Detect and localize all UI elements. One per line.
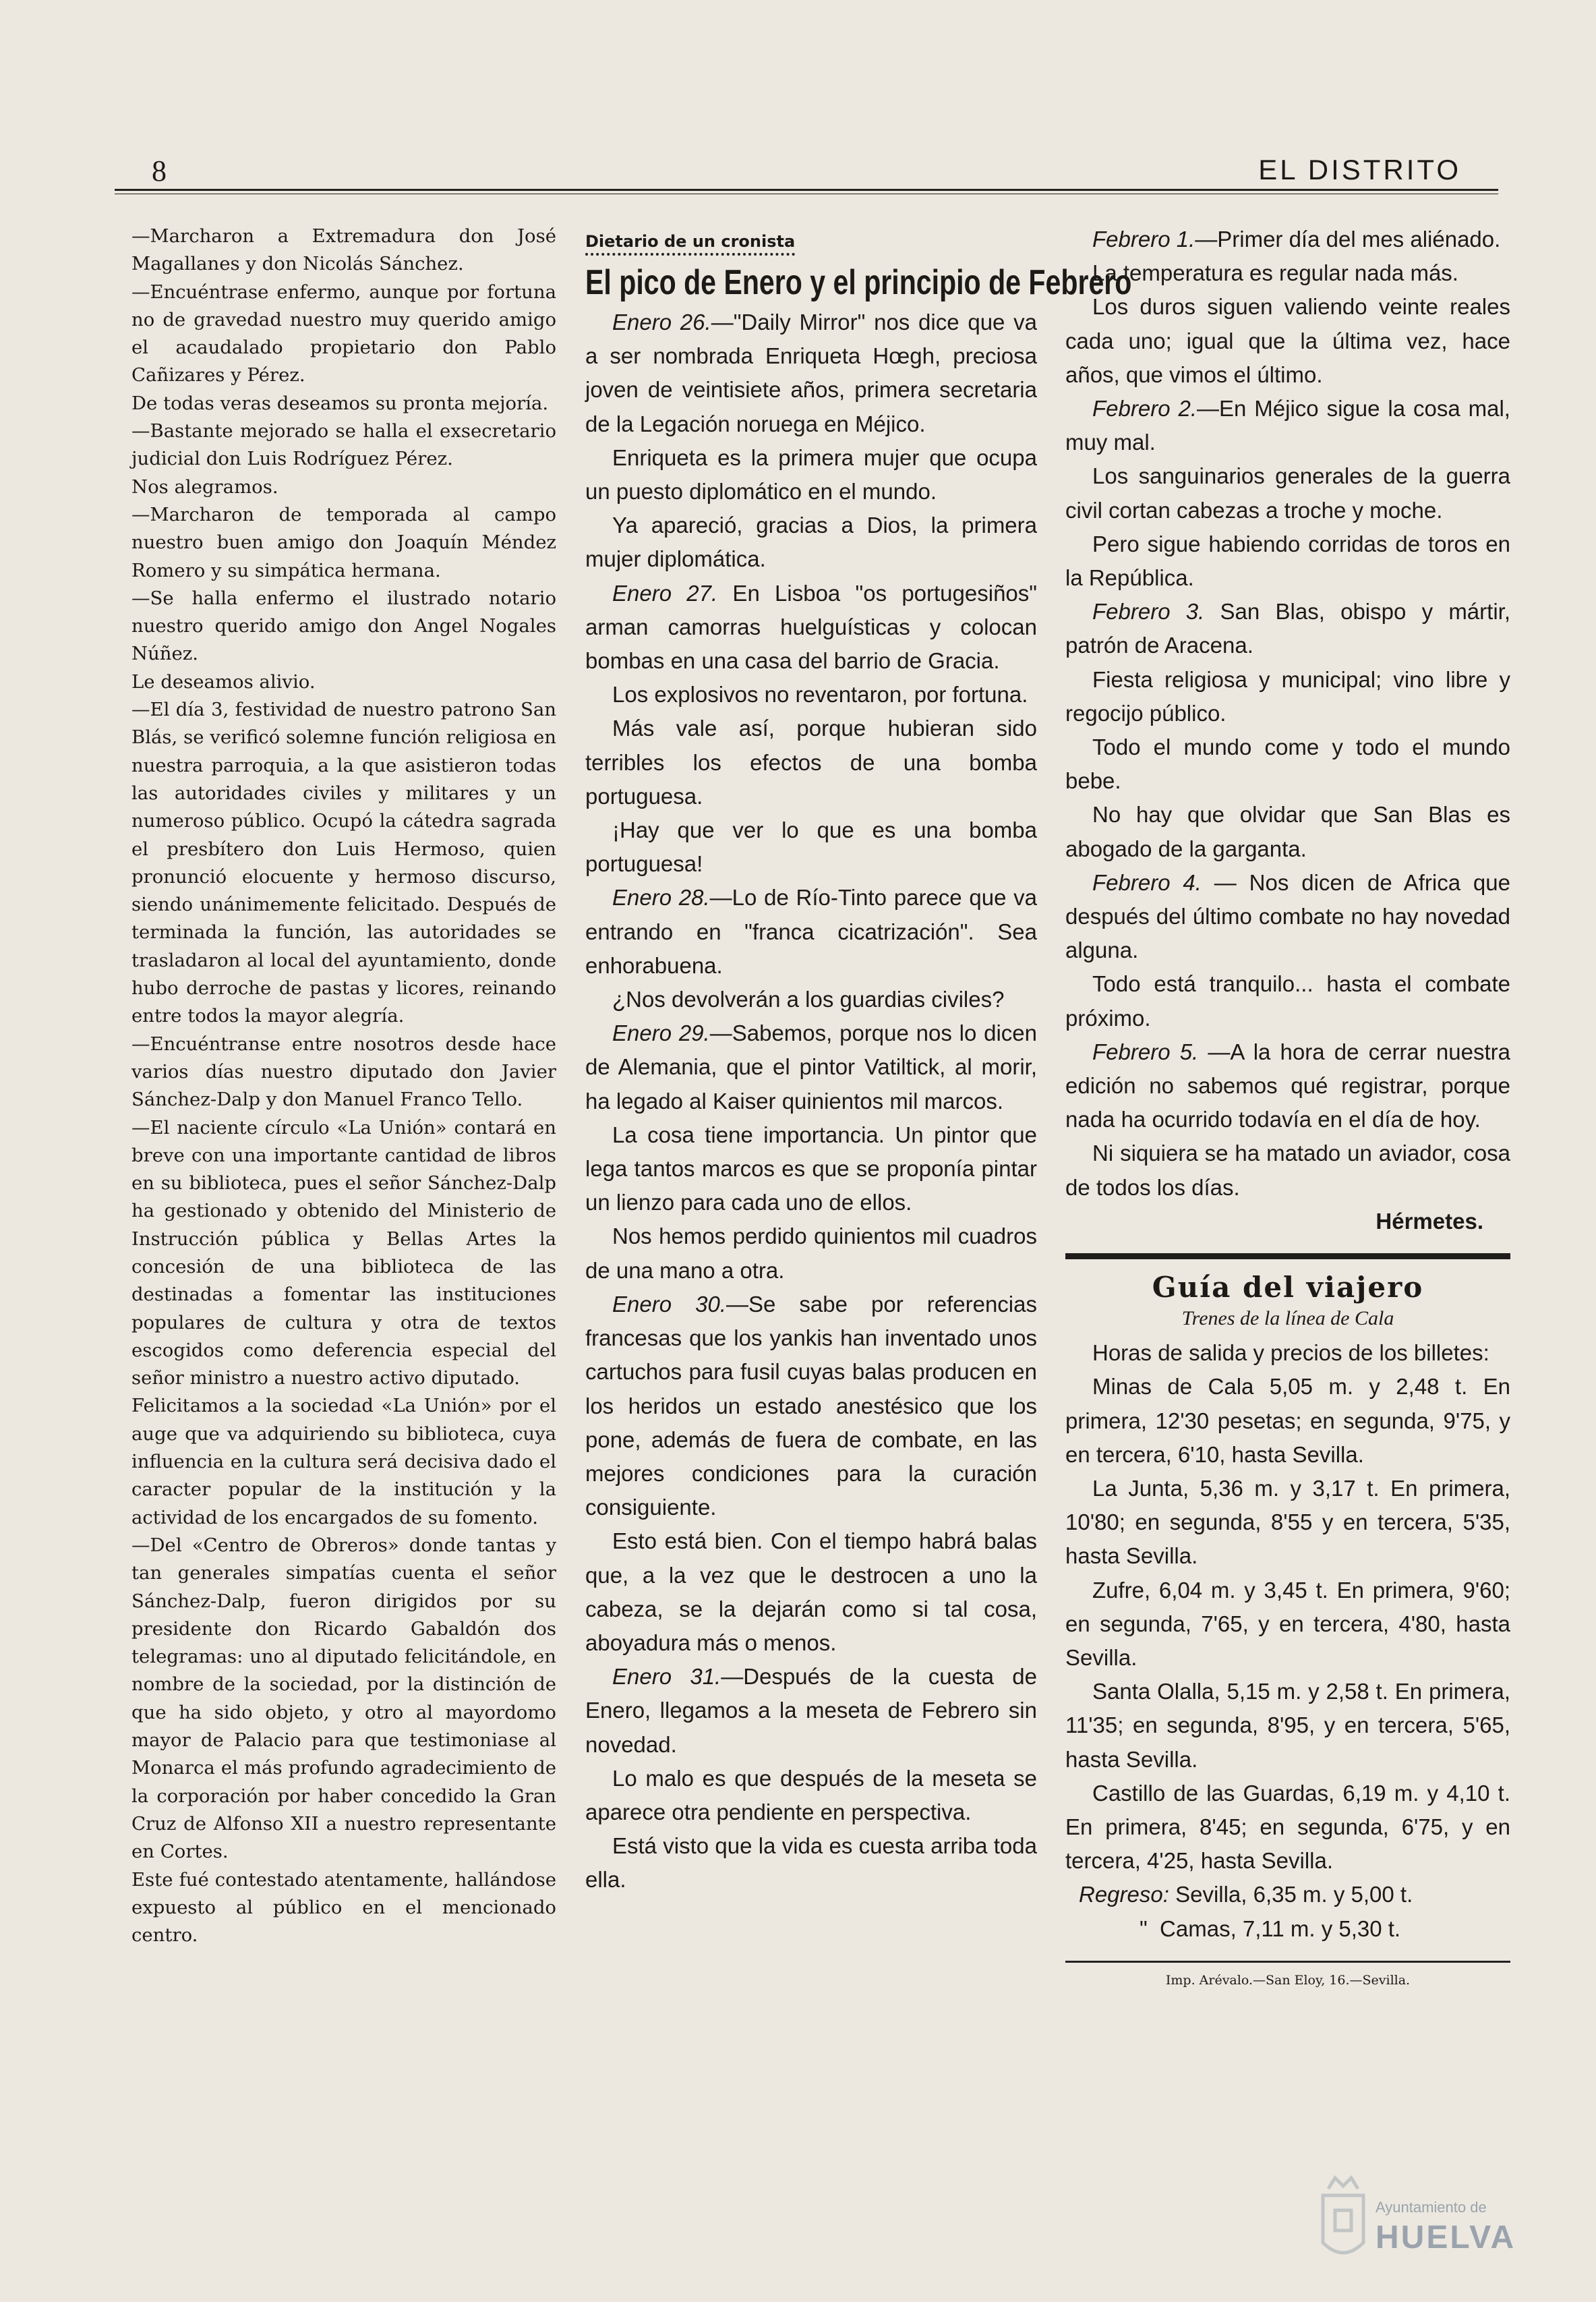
watermark-line-2: HUELVA [1376,2220,1516,2255]
entry-text: No hay que olvidar que San Blas es abogado de la garganta. [1065,802,1510,861]
chronicle-entry [585,1016,1037,1118]
section-divider [1065,1253,1510,1259]
entry-text: —"Daily Mirror" nos dice que va a ser nombrada Enriqueta Hœgh, preciosa joven de veintisiete años, primera secretaria de la Legación noruega en Méjico. [585,310,1037,436]
guide-entry: Minas de Cala 5,05 m. y 2,48 t. En primera, 12'30 pesetas; en segunda, 9'75, y en tercera, 6'10, hasta Sevilla. [1065,1374,1510,1467]
entry-text: ¡Hay que ver lo que es una bomba portuguesa! [585,817,1037,877]
entry-text: —A la hora de cerrar nuestra edición no sabemos qué registrar, porque nada ha ocurrido todavía en el día de hoy. [1065,1039,1510,1132]
chronicle-entry [585,1762,1037,1829]
chronicle-entry [1065,256,1510,290]
header-rule [115,189,1498,194]
headline: El pico de Enero y el principio de Febrero [585,263,1132,302]
entry-text: Esto está bien. Con el tiempo habrá balas que, a la vez que le destrocen a uno la cabeza, se la dejarán como si tal cosa, aboyadura más o menos. [585,1528,1037,1655]
news-item: —Marcharon a Extremadura don José Magallanes y don Nicolás Sánchez. [131,225,556,275]
news-item: —Encuéntranse entre nosotros desde hace varios días nuestro diputado don Javier Sánchez-Dalp y don Manuel Franco Tello. [131,1033,556,1111]
chronicle-entry [585,1524,1037,1660]
chronicle-entry [1065,663,1510,730]
watermark-line-1: Ayuntamiento de [1376,2199,1487,2216]
entry-date: Enero 31. [612,1664,721,1690]
entry-date: Enero 28. [612,885,710,911]
chronicle-column [585,223,1132,1897]
news-item: —Bastante mejorado se halla el exsecretario judicial don Luis Rodríguez Pérez. [131,420,556,470]
return-label: Regreso: [1079,1882,1169,1907]
entry-text: Lo malo es que después de la meseta se aparece otra pendiente en perspectiva. [585,1765,1037,1824]
entry-text: — Nos dicen de Africa que después del último combate no hay novedad alguna. [1065,869,1510,963]
entry-text: Ni siquiera se ha matado un aviador, cosa de todos los días. [1065,1141,1510,1200]
chronicle-entry [1065,459,1510,527]
entry-text: Todo está tranquilo... hasta el combate próximo. [1065,971,1510,1031]
entry-text: —En Méjico sigue la cosa mal, muy mal. [1065,396,1510,455]
chronicle-entry [1065,223,1510,256]
news-item: —Marcharon de temporada al campo nuestro buen amigo don Joaquín Méndez Romero y su simpática hermana. [131,503,556,581]
news-item: Felicitamos a la sociedad «La Unión» por el auge que va adquiriendo su biblioteca, cuya influencia en la cultura será decisiva dado el caracter popular de la institución y la actividad de los encargados de su fomento. [131,1395,556,1528]
chronicle-entry [585,509,1037,576]
imprint: Imp. Arévalo.—San Eloy, 16.—Sevilla. [1165,1972,1411,1988]
entry-date: Febrero 4. [1092,869,1202,895]
guide-entry: Zufre, 6,04 m. y 3,45 t. En primera, 9'60; en segunda, 7'65, y en tercera, 4'80, hasta Sevilla. [1065,1577,1510,1670]
chronicle-entry [585,1219,1037,1287]
entry-text: En Lisboa "os portugesiños" arman camorras huelguísticas y colocan bombas en una casa del barrio de Gracia. [585,580,1037,674]
chronicle-entry [1065,392,1510,459]
chronicle-body [585,306,1037,1897]
entry-text: Está visto que la vida es cuesta arriba toda ella. [585,1833,1037,1893]
chronicle-entry [1065,1136,1510,1204]
entry-text: —Lo de Río-Tinto parece que va entrando en "franca cicatrización". Sea enhorabuena. [585,885,1037,978]
news-item: Le deseamos alivio. [131,670,316,693]
entry-text: Más vale así, porque hubieran sido terribles los efectos de una bomba portuguesa. [585,716,1037,809]
chronicle-continued-column [1065,223,1510,1990]
chronicle-entry [1065,290,1510,392]
entry-text: Todo el mundo come y todo el mundo bebe. [1065,735,1510,794]
entry-text: —Primer día del mes aliénado. [1195,227,1501,252]
entry-text: Fiesta religiosa y municipal; vino libre y regocijo público. [1065,666,1510,726]
chronicle-entry [1065,967,1510,1035]
news-item: —El naciente círculo «La Unión» contará en breve con una importante cantidad de libros en su biblioteca, pues el señor Sánchez-Dalp ha gestionado y obtenido del Ministerio de Instrucción pública y Bellas Artes la concesión de una biblioteca de las destinadas a fomentar las instituciones populares de cultura y otra de textos escogidos como deferencia especial del señor ministro a nuestro activo diputado. [131,1116,556,1389]
entry-date: Febrero 2. [1092,396,1197,422]
chronicle-entry [585,441,1037,509]
local-news-column [131,223,556,1949]
chronicle-entry [585,1118,1037,1220]
section-label: Dietario de un cronista [585,231,795,256]
chronicle-continued-body [1065,223,1510,1205]
entry-text: Enriqueta es la primera mujer que ocupa un puesto diplomático en el mundo. [585,444,1037,505]
guide-return-2: " Camas, 7,11 m. y 5,30 t. [1140,1916,1401,1941]
guide-entry: La Junta, 5,36 m. y 3,17 t. En primera, 10'80; en segunda, 8'55 y en tercera, 5'35, hasta Sevilla. [1065,1475,1510,1569]
entry-date: Enero 26. [612,310,711,335]
chronicle-entry [585,983,1037,1016]
chronicle-entry [585,813,1037,881]
entry-text: —Sabemos, porque nos lo dicen de Alemania, que el pintor Vatiltick, al morir, ha legado al Kaiser quinientos mil marcos. [585,1020,1037,1114]
guide-intro: Horas de salida y precios de los billetes: [1092,1340,1489,1366]
chronicle-entry [585,577,1037,679]
chronicle-entry [585,306,1037,441]
page-number: 8 [152,154,167,188]
entry-text: Los duros siguen valiendo veinte reales cada uno; igual que la última vez, hace años, que vimos el último. [1065,294,1510,387]
chronicle-entry [1065,595,1510,662]
chronicle-entry [585,1660,1037,1762]
guide-subtitle: Trenes de la línea de Cala [1181,1307,1394,1330]
chronicle-entry [585,881,1037,983]
entry-text: La cosa tiene importancia. Un pintor que lega tantos marcos es que se proponía pintar un lienzo para cada uno de ellos. [585,1122,1037,1215]
entry-text: San Blas, obispo y mártir, patrón de Aracena. [1065,599,1510,658]
chronicle-entry [1065,798,1510,865]
chronicle-entry [1065,1035,1510,1137]
entry-date: Enero 27. [612,580,718,606]
entry-text: Pero sigue habiendo corridas de toros en la República. [1065,531,1510,591]
guide-entry: Santa Olalla, 5,15 m. y 2,58 t. En primera, 11'35; en segunda, 8'95, y en tercera, 5'65, hasta Sevilla. [1065,1679,1510,1772]
entry-text: ¿Nos devolverán a los guardias civiles? [612,987,1005,1012]
entry-text: La temperatura es regular nada más. [1092,260,1458,286]
imprint-rule [1065,1961,1510,1963]
entry-date: Febrero 3. [1092,599,1205,625]
chronicle-entry [1065,527,1510,595]
news-item: —Encuéntrase enfermo, aunque por fortuna no de gravedad nuestro muy querido amigo el acaudalado propietario don Pablo Cañizares y Pérez. [131,281,556,386]
news-item: —Del «Centro de Obreros» donde tantas y tan generales simpatías cuenta el señor Sánchez-Dalp, fueron dirigidos por su presidente don Ricardo Gabaldón dos telegramas: uno al diputado felicitándole, en nombre de la sociedad, por la distinción de que ha sido objeto, y otro al mayordomo mayor de Palacio para que testimoniase al Monarca el más profundo agradecimiento de la corporación por haber concedido la Gran Cruz de Alfonso XII a nuestro representante en Cortes. [131,1534,556,1863]
chronicle-entry [585,1829,1037,1897]
entry-date: Febrero 5. [1092,1039,1199,1064]
entry-text: Los sanguinarios generales de la guerra civil cortan cabezas a troche y moche. [1065,463,1510,523]
entry-date: Febrero 1. [1092,227,1195,252]
guide-entry: Castillo de las Guardas, 6,19 m. y 4,10 t. En primera, 8'45; en segunda, 6'75, y en tercera, 4'25, hasta Sevilla. [1065,1780,1510,1874]
news-item: Este fué contestado atentamente, hallándose expuesto al público en el mencionado centro. [131,1868,556,1947]
chronicle-entry [1065,866,1510,968]
entry-text: Los explosivos no reventaron, por fortuna. [612,682,1028,708]
entry-date: Enero 30. [612,1291,726,1317]
news-item: —Se halla enfermo el ilustrado notario nuestro querido amigo don Angel Nogales Núñez. [131,587,556,665]
news-item: Nos alegramos. [131,476,278,498]
entry-date: Enero 29. [612,1020,710,1046]
chronicle-entry [585,678,1037,712]
return-line-1: Sevilla, 6,35 m. y 5,00 t. [1175,1882,1413,1907]
entry-text: —Se sabe por referencias francesas que los yankis han inventado unos cartuchos para fusil cuyas balas producen en los heridos un estado anestésico que los pone, además de fuera de combate, en las mejores condiciones para la curación consiguiente. [585,1291,1037,1520]
guide-title: Guía del viajero [1152,1271,1424,1304]
chronicle-entry [1065,730,1510,798]
entry-text: —Después de la cuesta de Enero, llegamos a la meseta de Febrero sin novedad. [585,1664,1037,1757]
guide-return [1065,1878,1510,1911]
news-item: —El día 3, festividad de nuestro patrono San Blás, se verificó solemne función religiosa en nuestra parroquia, a la que asistieron todas las autoridades civiles y militares y un numeroso público. Ocupó la cátedra sagrada el presbítero don Luis Hermoso, quien pronunció elocuente y hermoso discurso, siendo unánimemente felicitado. Después de terminada la función, las autoridades se trasladaron al local del ayuntamiento, donde hubo derroche de pastas y licores, reinando entre todos la mayor alegría. [131,699,556,1027]
chronicle-entry [585,712,1037,813]
entry-text: Ya apareció, gracias a Dios, la primera mujer diplomática. [585,513,1037,572]
news-item: De todas veras deseamos su pronta mejoría. [131,392,549,414]
masthead: EL DISTRITO [1258,154,1461,185]
chronicle-entry [585,1288,1037,1524]
author-signature: Hérmetes. [1376,1208,1483,1234]
entry-text: Nos hemos perdido quinientos mil cuadros de una mano a otra. [585,1224,1037,1283]
